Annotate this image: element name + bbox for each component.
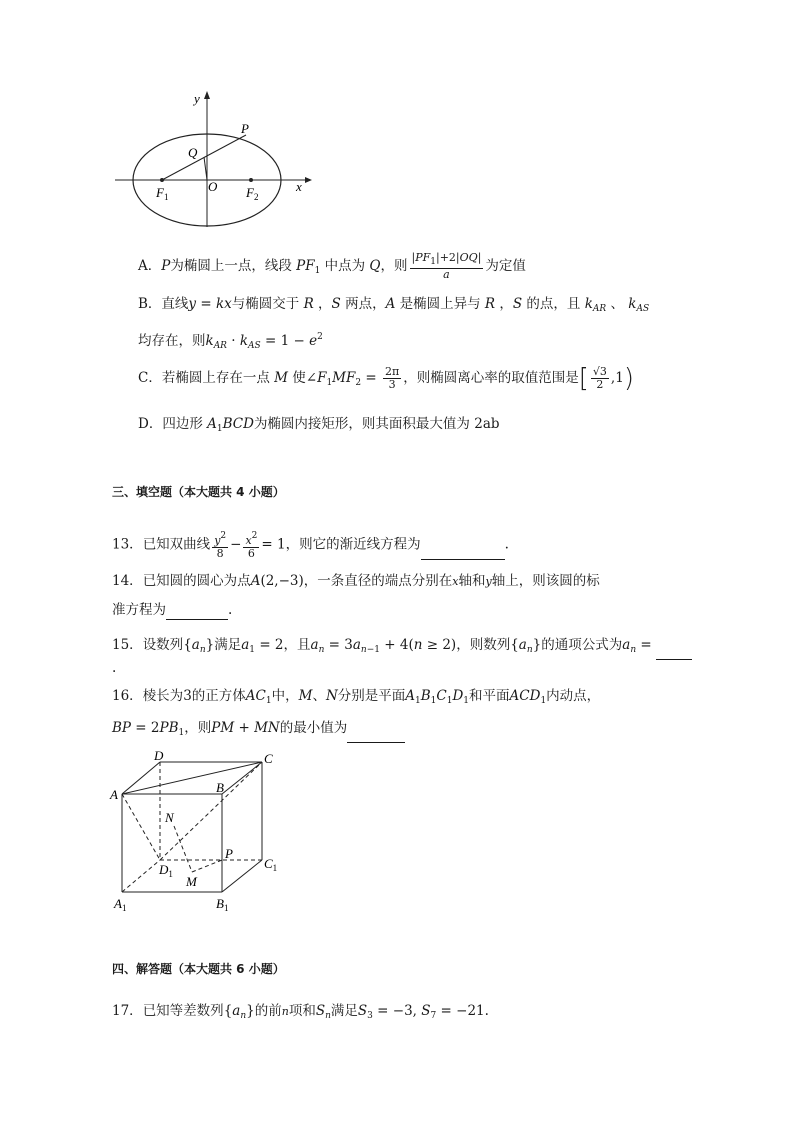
segment-n-m xyxy=(174,826,192,872)
label-f1: $F_1$ xyxy=(156,185,169,202)
label-d1: $D_1$ xyxy=(159,862,173,879)
question-14-line1: 14．已知圆的圆心为点A(2,−3)，一条直径的端点分别在x轴和y轴上，则该圆的标 xyxy=(112,573,600,589)
answer-blank-14[interactable] xyxy=(166,605,228,620)
question-14-line2: 准方程为 . xyxy=(112,602,233,618)
answer-blank-16[interactable] xyxy=(347,728,405,743)
edge-a1-d1 xyxy=(122,860,160,892)
label-c: C xyxy=(264,751,273,766)
label-f2: $F_2$ xyxy=(246,185,259,202)
edge-a-d1 xyxy=(122,794,160,860)
label-y: y xyxy=(194,91,200,106)
label-a1: $A_1$ xyxy=(114,896,127,913)
y-axis-arrow xyxy=(204,91,210,99)
label-d: D xyxy=(154,748,164,763)
cube-figure xyxy=(108,748,288,913)
point-f2 xyxy=(249,178,253,182)
segment-m-p xyxy=(192,860,222,872)
ellipse-figure xyxy=(110,85,320,235)
label-b: B xyxy=(216,780,224,795)
question-17: 17．已知等差数列$\{a_n\}$的前n项和$S_n$满足$S_3 = -3$, $S_7 = -21$. xyxy=(112,1003,489,1021)
question-16-line1: 16．棱长为3的正方体$AC_1$中，M、N分别是平面$A_1B_1C_1D_1$和平面$ACD_1$内动点， xyxy=(112,688,601,706)
label-p: P xyxy=(225,846,233,861)
question-16-line2: BP = $2PB_1$，则PM + MN的最小值为 xyxy=(112,718,405,743)
label-c1: $C_1$ xyxy=(264,856,278,873)
option-d: D．四边形 $A_1BCD$为椭圆内接矩形，则其面积最大值为 2ab xyxy=(138,416,500,434)
edge-b1-c1 xyxy=(222,860,262,892)
label-b1: $B_1$ xyxy=(216,896,229,913)
section-3-title: 三、填空题（本大题共 4 小题） xyxy=(112,485,285,499)
option-b-line2: 均存在，则$k_{AR} \cdot k_{AS} = 1 - e^2$ xyxy=(138,332,323,351)
point-f1 xyxy=(160,178,164,182)
label-x: x xyxy=(296,179,302,194)
answer-blank-13[interactable] xyxy=(421,545,505,560)
question-15-end: . xyxy=(112,660,117,676)
label-o: O xyxy=(208,179,218,194)
question-13: 13．已知双曲线 $\frac{y^2}{8}$ − $\frac{x^2}{6}$ = 1，则它的渐近线方程为 . xyxy=(112,531,509,560)
label-m: M xyxy=(186,874,197,889)
label-a: A xyxy=(110,787,118,802)
answer-blank-15[interactable] xyxy=(656,645,692,660)
option-c: C．若椭圆上存在一点 M 使$\angle F_1MF_2$ = $\frac{2\pi}{3}$ ，则椭圆离心率的取值范围是[ $\frac{√3}{2}$ ,1) xyxy=(138,363,634,394)
label-n: N xyxy=(165,810,174,825)
option-a-fraction: $\frac{|PF_1|+2|OQ|}{a}$ xyxy=(411,251,482,281)
option-a: A．P为椭圆上一点，线段 $PF_1$ 中点为 Q，则 $\frac{|PF_1|+2|OQ|}{a}$ 为定值 xyxy=(138,251,526,281)
x-axis-arrow xyxy=(305,177,312,183)
edge-d1-c xyxy=(160,762,262,860)
question-15: 15．设数列$\{a_n\}$满足$a_1 = 2$，且$a_n = 3a_{n-1} + 4(n \ge 2)$，则数列$\{a_n\}$的通项公式为$a_n$ = xyxy=(112,635,692,660)
label-p: P xyxy=(241,121,249,136)
edge-a-c xyxy=(122,762,262,794)
option-b-line1: B．直线y = kx与椭圆交于 R ，S 两点，A 是椭圆上异与 R ，S 的点，且 $k_{AR}$ 、 $k_{AS}$ xyxy=(138,296,650,314)
label-q: Q xyxy=(188,145,198,160)
section-4-title: 四、解答题（本大题共 6 小题） xyxy=(112,962,285,976)
